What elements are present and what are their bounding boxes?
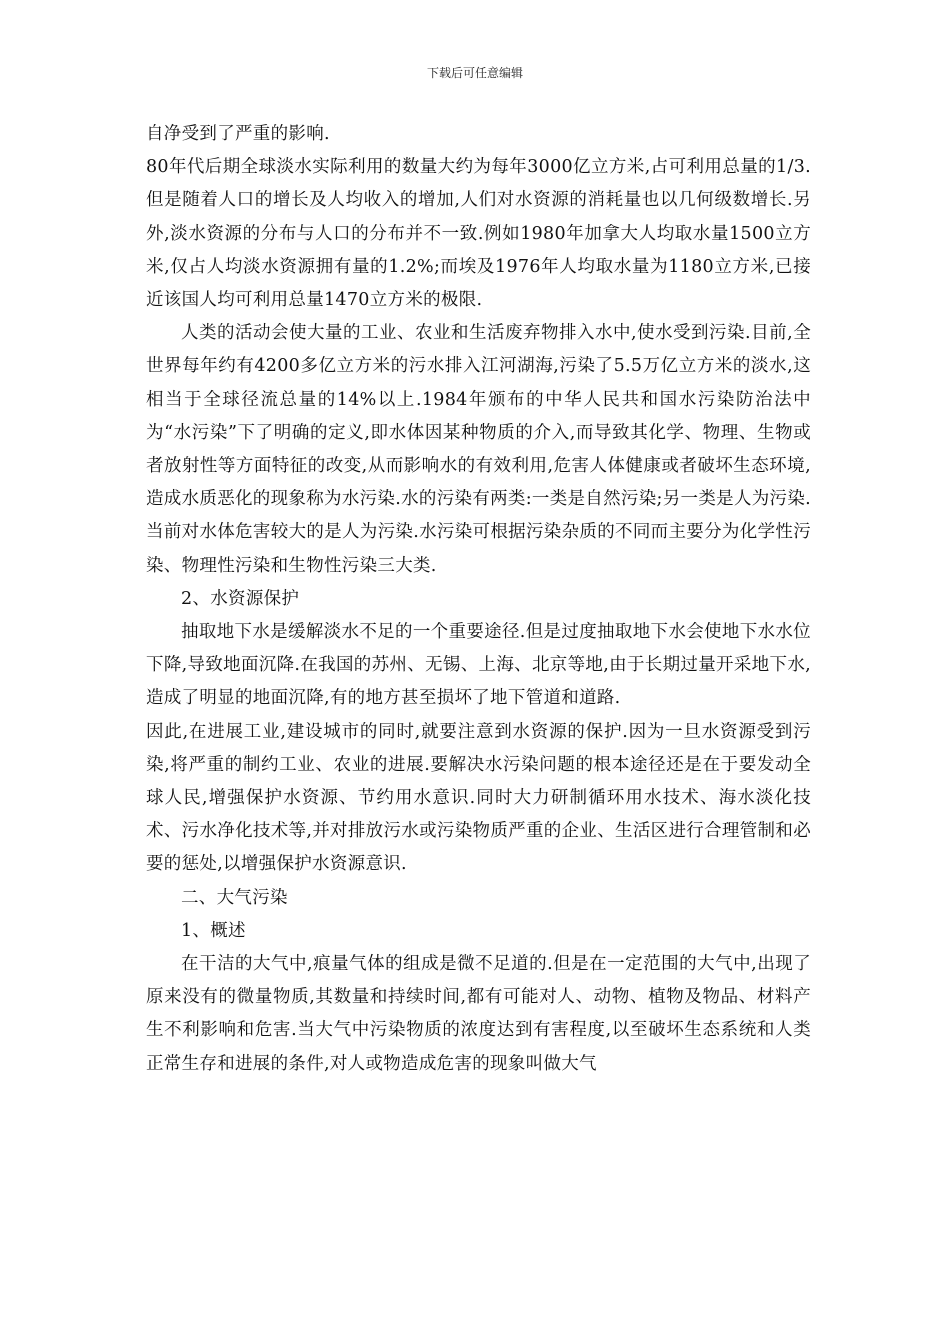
paragraph: 80年代后期全球淡水实际利用的数量大约为每年3000亿立方米,占可利用总量的1/3.但是随着人口的增长及人均收入的增加,人们对水资源的消耗量也以几何级数增长.另外,淡水资源的分布与人口的分布并不一致.例如1980年加拿大人均取水量1500立方米,仅占人均淡水资源拥有量的1.2%;而埃及1976年人均取水量为1180立方米,已接近该国人均可利用总量1470立方米的极限. [146,157,811,311]
paragraph: 自净受到了严重的影响. [146,124,330,144]
paragraph: 抽取地下水是缓解淡水不足的一个重要途径.但是过度抽取地下水会使地下水水位下降,导致地面沉降.在我国的苏州、无锡、上海、北京等地,由于长期过量开采地下水,造成了明显的地面沉降,有的地方甚至损坏了地下管道和道路. [146,622,811,709]
subsection-heading: 1、概述 [181,920,246,941]
paragraph: 因此,在进展工业,建设城市的同时,就要注意到水资源的保护.因为一旦水资源受到污染,将严重的制约工业、农业的进展.要解决水污染问题的根本途径还是在于要发动全球人民,增强保护水资源、节约用水意识.同时大力研制循环用水技术、海水淡化技术、污水净化技术等,并对排放污水或污染物质严重的企业、生活区进行合理管制和必要的惩处,以增强保护水资源意识. [146,721,811,875]
page-header: 下载后可任意编辑 [426,66,523,80]
section-heading: 二、大气污染 [181,887,288,908]
document-body [146,118,811,1081]
section-heading: 2、水资源保护 [181,588,300,609]
paragraph: 人类的活动会使大量的工业、农业和生活废弃物排入水中,使水受到污染.目前,全世界每年约有4200多亿立方米的污水排入江河湖海,污染了5.5万亿立方米的淡水,这相当于全球径流总量的14%以上.1984年颁布的中华人民共和国水污染防治法中为“水污染”下了明确的定义,即水体因某种物质的介入,而导致其化学、物理、生物或者放射性等方面特征的改变,从而影响水的有效利用,危害人体健康或者破坏生态环境,造成水质恶化的现象称为水污染.水的污染有两类:一类是自然污染;另一类是人为污染.当前对水体危害较大的是人为污染.水污染可根据污染杂质的不同而主要分为化学性污染、物理性污染和生物性污染三大类. [146,323,811,576]
paragraph: 在干洁的大气中,痕量气体的组成是微不足道的.但是在一定范围的大气中,出现了原来没有的微量物质,其数量和持续时间,都有可能对人、动物、植物及物品、材料产生不利影响和危害.当大气中污染物质的浓度达到有害程度,以至破坏生态系统和人类正常生存和进展的条件,对人或物造成危害的现象叫做大气 [146,954,811,1074]
